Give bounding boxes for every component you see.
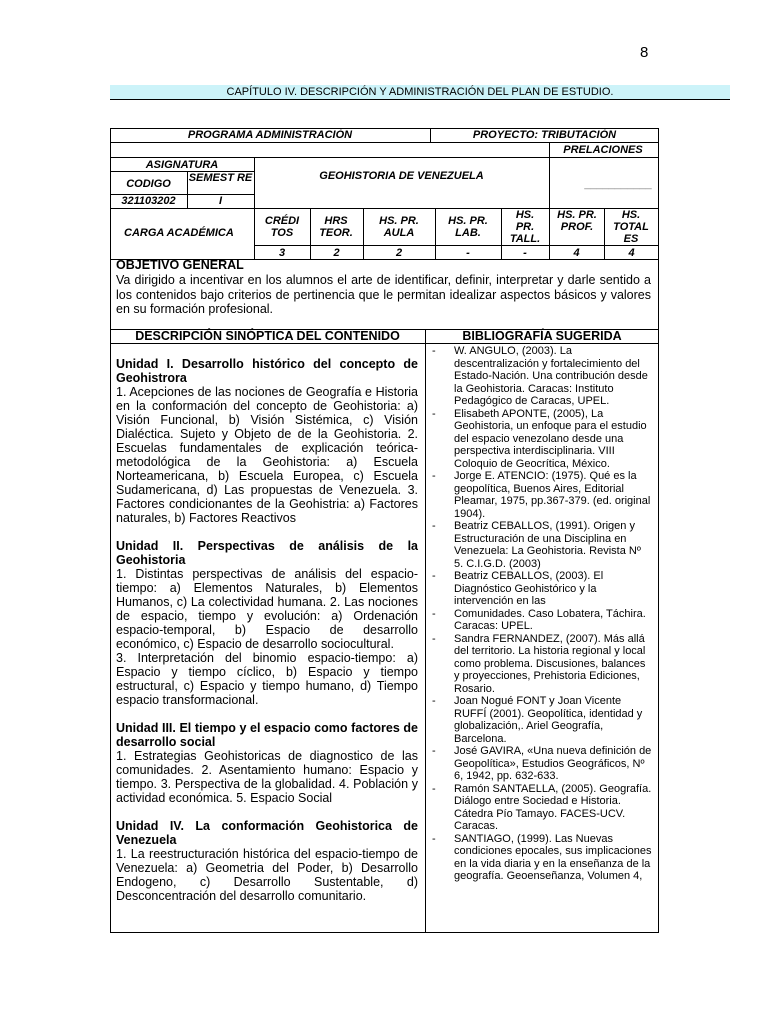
- unidad-3-text: 1. Estrategias Geohistoricas de diagnostico de las comunidades. 2. Asentamiento humano: Espacio y tiempo. 3. Perspectiva de la globalidad. 4. Población y actividad económica. 5. Espacio Social: [116, 749, 418, 805]
- bib-item: - José GAVIRA, «Una nueva definición de Geopolítica», Estudios Geográficos, Nº 6, 1942, pp. 632-633.: [432, 745, 652, 782]
- carga-col-creditos: CRÉDI TOS: [264, 215, 300, 239]
- bib-item: - SANTIAGO, (1999). Las Nuevas condiciones epocales, sus implicaciones en la vida diaria y en la enseñanza de la geografía. Geoenseñanza, Volumen 4,: [432, 832, 652, 882]
- unidad-1-text: 1. Acepciones de las nociones de Geografía e Historia en la conformación del concepto de Geohistoria: a) Visión Funcional, b) Visión Sistémica, c) Visión Dialéctica. Sujeto y Objeto de de la Geohistoria. 2. Escuelas fundamentales de explicación teórica-metodológica de la Geohistoria: a) Escuela Norteamericana, b) Escuela Europea, c) Escuela Sudamericana, d) Las propuestas de Venezuela. 3. Factores condicionantes de la Geohistria: a) Factores naturales, b) Factores Reactivos: [116, 385, 418, 525]
- prelacion-value: ___________: [584, 178, 652, 190]
- carga-val-hs-lab: -: [466, 247, 470, 259]
- unidad-2-text: 1. Distintas perspectivas de análisis del espacio-tiempo: a) Elementos Naturales, b) Elementos Humanos, c) La colectividad humana. 2. Las nociones de espacio, tiempo y evolución: a) Ordenación espacio-temporal, b) Espacio de desarrollo económico, c) Espacio de desarrollo sociocultural. 3. Interpretación del binomio espacio-tiempo: a) Espacio y tiempo cíclico, b) Espacio y tiempo estructural, c) Espacio y tiempo humano, d) Tiempo espacio transformacional.: [116, 567, 418, 707]
- bib-item: - Sandra FERNANDEZ, (2007). Más allá del territorio. La historia regional y local como problema. Discusiones, balances y proyecciones, Prehistoria Ediciones, Rosario.: [432, 632, 646, 695]
- asignatura-label: ASIGNATURA: [145, 159, 219, 171]
- semestre-value: I: [218, 195, 223, 207]
- bib-item: - W. ANGULO, (2003). La descentralización y fortalecimiento del Estado-Nación. Una contribución desde la Geohistoria. Caracas: Instituto Pedagógico de Caracas, UPEL.: [432, 345, 648, 407]
- carga-col-hs-tall: HS. PR. TALL.: [509, 209, 541, 245]
- carga-val-hs-tall: -: [523, 247, 527, 259]
- carga-col-hrs-teor: HRS TEOR.: [319, 215, 353, 239]
- unidad-4-text: 1. La reestructuración histórica del espacio-tiempo de Venezuela: a) Geometria del Poder, b) Desarrollo Endogeno, c) Desarrollo Sustentable, d) Desconcentración del desarrollo comunitario.: [116, 847, 418, 903]
- materia-title: GEOHISTORIA DE VENEZUELA: [319, 170, 484, 182]
- unidad-3-title: Unidad III. El tiempo y el espacio como factores de desarrollo social: [116, 721, 418, 749]
- chapter-title: CAPÍTULO IV. DESCRIPCIÓN Y ADMINISTRACIÓN DEL PLAN DE ESTUDIO.: [110, 85, 730, 100]
- bibliografia-list: [432, 345, 652, 883]
- carga-val-creditos: 3: [278, 247, 286, 259]
- objetivo-text: Va dirigido a incentivar en los alumnos el arte de identificar, definir, interpretar y darle sentido a los contenidos bajo criterios de pertinencia que le permitan idealizar aspectos básicos y valores en su formación profesional.: [116, 273, 651, 316]
- unidad-4: [116, 819, 418, 903]
- carga-val-hs-aula: 2: [395, 247, 403, 259]
- bib-item: - Ramón SANTAELLA, (2005). Geografía. Diálogo entre Sociedad e Historia. Cátedra Pío Tamayo. FACES-UCV. Caracas.: [432, 782, 652, 832]
- bib-item: - Jorge E. ATENCIO: (1975). Qué es la geopolítica, Buenos Aires, Editorial Pleamar, 1975, pp.367-379. (ed. original 1904).: [432, 470, 651, 520]
- codigo-value: 321103202: [121, 195, 176, 207]
- bib-item: - Comunidades. Caso Lobatera, Táchira. Caracas: UPEL.: [432, 607, 646, 632]
- unidad-2: [116, 539, 418, 707]
- unidad-2-title: Unidad II. Perspectivas de análisis de la Geohistoria: [116, 539, 418, 567]
- carga-label: CARGA ACADÉMICA: [124, 227, 234, 239]
- codigo-label: CODIGO: [126, 178, 171, 190]
- unidad-1-title: Unidad I. Desarrollo histórico del concepto de Geohistrora: [116, 357, 418, 385]
- carga-val-hs-totales: 4: [628, 247, 635, 259]
- descripcion-title: DESCRIPCIÓN SINÓPTICA DEL CONTENIDO: [135, 329, 400, 343]
- bib-item: - Joan Nogué FONT y Joan Vicente RUFFÍ (2001). Geopolítica, identidad y globalización,. Ariel Geografía, Barcelona.: [432, 695, 643, 745]
- carga-val-hs-prof: 4: [573, 247, 580, 259]
- unidades-column: [116, 357, 418, 903]
- bib-item: - Beatriz CEBALLOS, (2003). El Diagnóstico Geohistórico y la intervención en las: [432, 570, 604, 607]
- carga-val-hrs-teor: 2: [333, 247, 340, 259]
- page-number: 8: [640, 44, 649, 61]
- objetivo-title: OBJETIVO GENERAL: [116, 258, 244, 272]
- semestre-label: SEMEST RE: [188, 172, 253, 184]
- carga-col-hs-lab: HS. PR. LAB.: [448, 215, 488, 239]
- bibliografia-title: BIBLIOGRAFÍA SUGERIDA: [462, 329, 622, 343]
- bib-item: - Elisabeth APONTE, (2005), La Geohistoria, un enfoque para el estudio del espacio venezolano desde una perspectiva interdisciplinaria. VIII Coloquio de Geocrítica, México.: [432, 407, 647, 470]
- unidad-1: [116, 357, 418, 525]
- carga-col-hs-totales: HS. TOTAL ES: [613, 209, 649, 245]
- carga-col-hs-aula: HS. PR. AULA: [379, 215, 419, 239]
- bib-item: - Beatriz CEBALLOS, (1991). Origen y Estructuración de una Disciplina en Venezuela: La Geohistoria. Revista Nº 5. C.I.G.D. (2003): [432, 520, 641, 570]
- proyecto-label: PROYECTO: TRIBUTACIÓN: [472, 129, 617, 141]
- prelaciones-label: PRELACIONES: [563, 144, 643, 156]
- unidad-4-title: Unidad IV. La conformación Geohistorica de Venezuela: [116, 819, 418, 847]
- carga-col-hs-prof: HS. PR. PROF.: [557, 209, 597, 233]
- unidad-3: [116, 721, 418, 805]
- programa-label: PROGRAMA ADMINISTRACIÓN: [187, 129, 353, 141]
